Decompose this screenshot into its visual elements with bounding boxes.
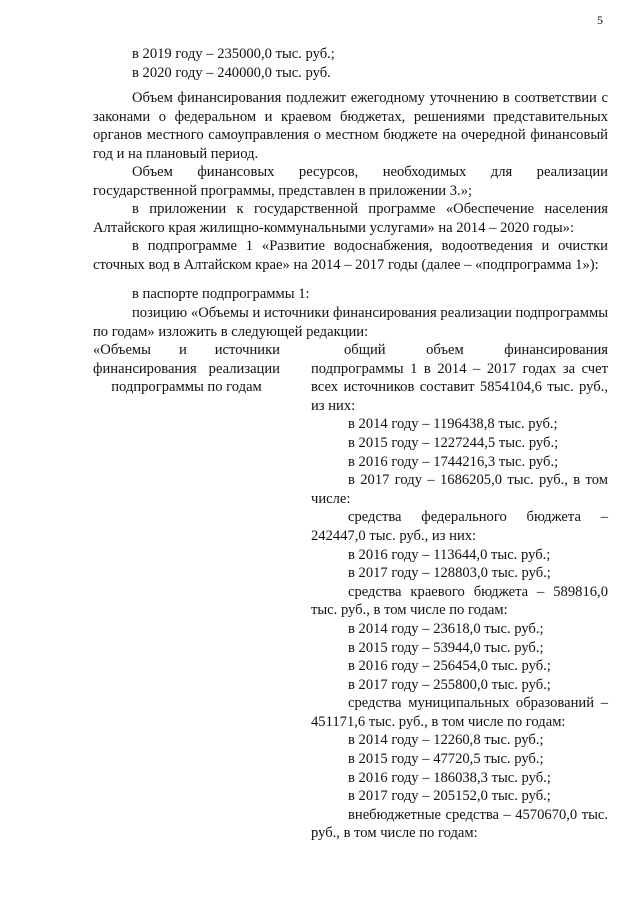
subprogram-paragraph: в подпрограмме 1 «Развитие водоснабжения, водоотведения и очистки сточных вод в Алтайском крае» на 2014 – 2017 годы (далее – «подпрограмма 1»): <box>93 238 608 273</box>
federal-budget-item: средства федерального бюджета – 242447,0 тыс. руб., из них: <box>311 509 608 544</box>
municipal-budget-item: средства муниципальных образований – 451171,6 тыс. руб., в том числе по годам: <box>311 695 608 730</box>
year-amount-item: в 2016 году – 186038,3 тыс. руб.; <box>348 769 551 786</box>
year-amount-item: в 2014 году – 12260,8 тыс. руб.; <box>348 732 544 749</box>
year-amount-item: в 2014 году – 23618,0 тыс. руб.; <box>348 620 544 637</box>
year-amount-item: в 2015 году – 47720,5 тыс. руб.; <box>348 751 544 768</box>
position-paragraph: позицию «Объемы и источники финансирования реализации подпрограммы по годам» изложить в следующей редакции: <box>93 305 608 340</box>
extrabudgetary-item: внебюджетные средства – 4570670,0 тыс. руб., в том числе по годам: <box>311 806 608 842</box>
year-amount-item: в 2015 году – 1227244,5 тыс. руб.; <box>348 434 559 451</box>
total-financing-item: общий объем финансирования подпрограммы 1 в 2014 – 2017 годах за счет всех источников составит 5854104,6 тыс. руб., из них: <box>311 342 608 414</box>
intro-line-2020: в 2020 году – 240000,0 тыс. руб. <box>132 65 331 81</box>
regional-budget-item: средства краевого бюджета – 589816,0 тыс. руб., в том числе по годам: <box>311 583 608 619</box>
year-amount-item: в 2016 году – 256454,0 тыс. руб.; <box>348 658 551 675</box>
financing-adjustment-paragraph: Объем финансирования подлежит ежегодному уточнению в соответствии с законами о федеральном и краевом бюджетах, решениями представительных органов местного самоуправления о местном бюджете на очередной финансовый год и на плановый период. <box>93 90 608 162</box>
intro-line-2019: в 2019 году – 235000,0 тыс. руб.; <box>132 46 335 62</box>
passport-paragraph: в паспорте подпрограммы 1: <box>132 286 310 302</box>
table-right-column <box>311 341 608 843</box>
year-amount-item: в 2014 году – 1196438,8 тыс. руб.; <box>348 416 558 433</box>
year-amount-item: в 2017 году – 205152,0 тыс. руб.; <box>348 788 551 805</box>
year-amount-item: в 2016 году – 113644,0 тыс. руб.; <box>348 546 551 563</box>
financial-resources-paragraph: Объем финансовых ресурсов, необходимых для реализации государственной программы, представлен в приложении 3.»; <box>93 164 608 199</box>
table-left-label: «Объемы и источники финансирования реализации подпрограммы по годам <box>93 342 280 396</box>
year-amount-item: в 2017 году – 255800,0 тыс. руб.; <box>348 676 551 693</box>
year-amount-item: в 2017 году – 1686205,0 тыс. руб., в том числе: <box>311 472 608 507</box>
year-amount-item: в 2015 году – 53944,0 тыс. руб.; <box>348 639 544 656</box>
year-amount-item: в 2016 году – 1744216,3 тыс. руб.; <box>348 453 559 470</box>
appendix-paragraph: в приложении к государственной программе «Обеспечение населения Алтайского края жилищно-коммунальными услугами» на 2014 – 2020 годы»: <box>93 201 608 236</box>
year-amount-item: в 2017 году – 128803,0 тыс. руб.; <box>348 565 551 582</box>
page-number: 5 <box>597 13 603 27</box>
